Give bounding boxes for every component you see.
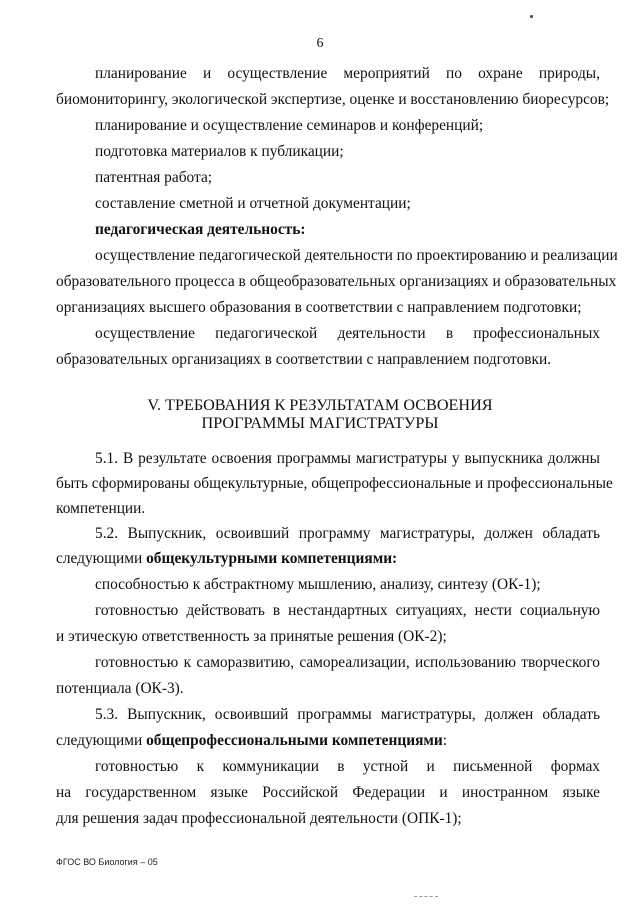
text-line: осуществление педагогической деятельности в профессиональных (95, 325, 600, 342)
paragraph-line: готовностью к коммуникации в устной и письменной формах (95, 758, 600, 775)
bold-term: общекультурными компетенциями: (146, 550, 398, 567)
text-line: планирование и осуществление семинаров и конференций; (95, 117, 484, 134)
subheading: педагогическая деятельность: (95, 221, 306, 238)
scan-mark (414, 896, 438, 898)
text-line: составление сметной и отчетной документации; (95, 195, 411, 212)
section-title: ПРОГРАММЫ МАГИСТРАТУРЫ (201, 414, 439, 432)
page-footer: ФГОС ВО Биология – 05 (56, 857, 158, 867)
bold-term: общепрофессиональными компетенциями (146, 732, 443, 749)
paragraph-line (56, 549, 600, 569)
text-line: патентная работа; (95, 169, 213, 186)
paragraph-line: готовностью к саморазвитию, самореализации, использованию творческого (95, 654, 600, 671)
text-line: биомониторингу, экологической экспертизе, оценке и восстановлению биоресурсов; (56, 91, 610, 108)
text-line: осуществление педагогической деятельности по проектированию и реализации (95, 247, 618, 264)
text-run: следующими (56, 550, 147, 567)
paragraph-line: и этическую ответственность за принятые решения (ОК-2); (56, 628, 447, 645)
paragraph-line: 5.1. В результате освоения программы магистратуры у выпускника должны (95, 450, 600, 467)
paragraph-line: готовностью действовать в нестандартных ситуациях, нести социальную (95, 602, 600, 619)
paragraph-line: для решения задач профессиональной деятельности (ОПК-1); (56, 810, 462, 827)
section-title: V. ТРЕБОВАНИЯ К РЕЗУЛЬТАТАМ ОСВОЕНИЯ (147, 396, 493, 414)
paragraph-line: быть сформированы общекультурные, общепрофессиональные и профессиональные (56, 475, 613, 492)
paragraph-line: 5.2. Выпускник, освоивший программу магистратуры, должен обладать (95, 525, 600, 542)
scan-speck (530, 15, 533, 18)
paragraph-line: потенциала (ОК-3). (56, 680, 184, 697)
text-run: : (442, 732, 448, 749)
text-line: образовательных организациях в соответствии с направлением подготовки. (56, 351, 552, 368)
paragraph-line: способностью к абстрактному мышлению, анализу, синтезу (ОК-1); (95, 576, 541, 593)
paragraph-line: на государственном языке Российской Федерации и иностранном языке (56, 784, 600, 801)
page-number: 6 (316, 36, 324, 51)
paragraph-line: 5.3. Выпускник, освоивший программы магистратуры, должен обладать (95, 706, 600, 723)
text-line: планирование и осуществление мероприятий по охране природы, (95, 65, 600, 82)
text-line: образовательного процесса в общеобразовательных организациях и образовательных (56, 273, 617, 290)
text-line: организациях высшего образования в соответствии с направлением подготовки; (56, 299, 582, 316)
text-line: подготовка материалов к публикации; (95, 143, 344, 160)
text-run: следующими (56, 732, 147, 749)
paragraph-line: компетенции. (56, 500, 146, 517)
paragraph-line (56, 731, 600, 751)
